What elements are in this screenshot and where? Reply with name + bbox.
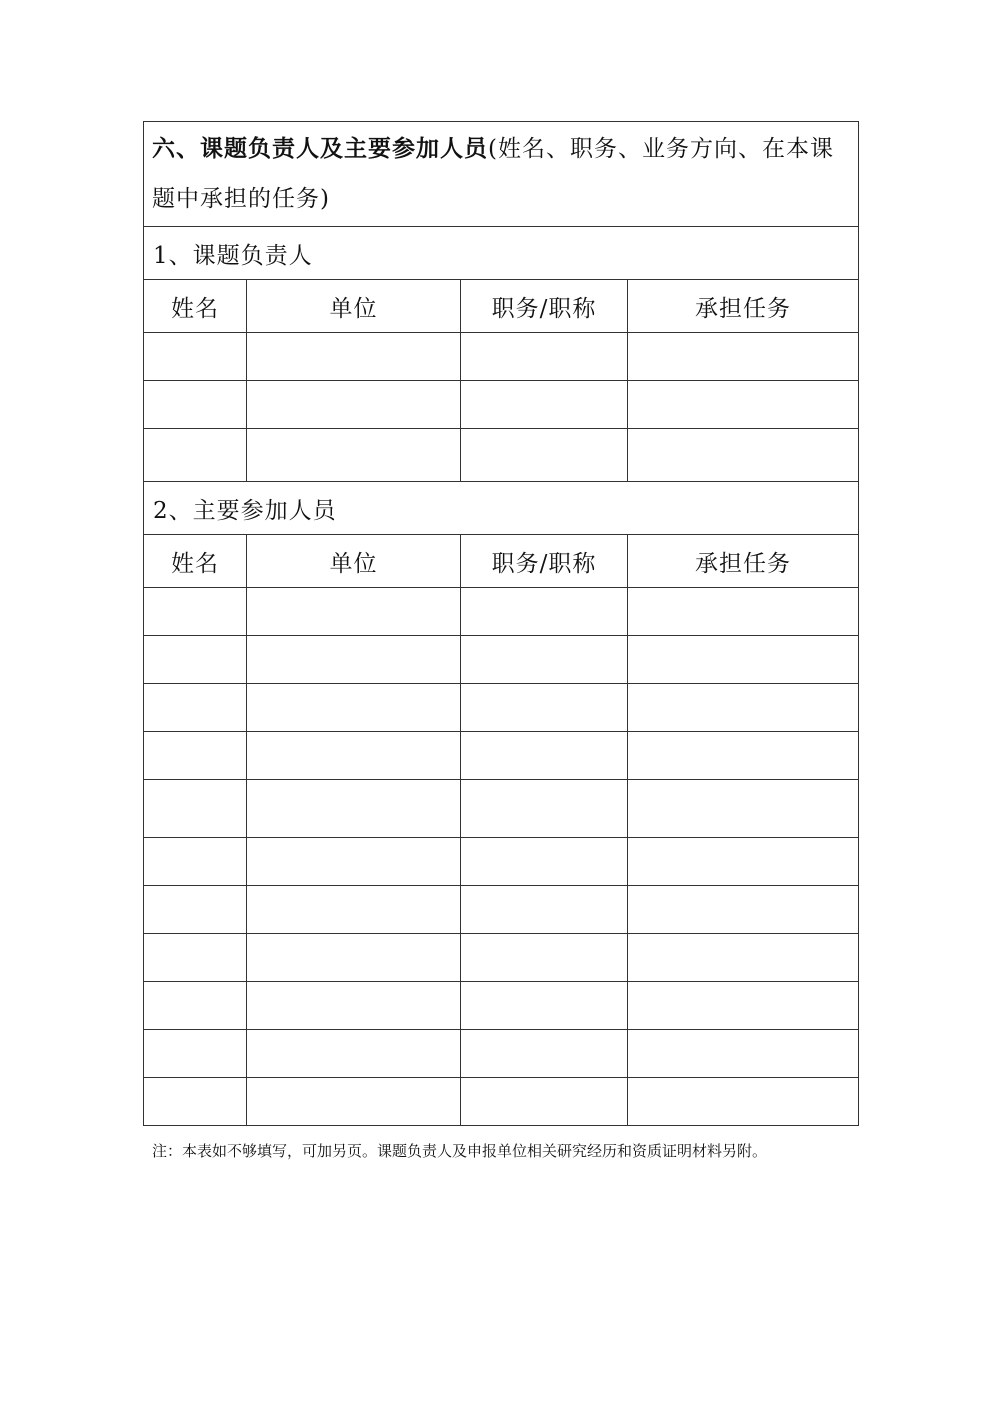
unit-cell[interactable] [247, 886, 461, 934]
member-row [144, 982, 859, 1030]
header-task: 承担任务 [628, 280, 859, 333]
task-cell[interactable] [628, 636, 859, 684]
title-cell[interactable] [461, 1078, 628, 1126]
task-cell[interactable] [628, 684, 859, 732]
unit-cell[interactable] [247, 838, 461, 886]
header-title: 职务/职称 [461, 280, 628, 333]
members-header-row [144, 535, 859, 588]
header-unit: 单位 [247, 535, 461, 588]
task-cell[interactable] [628, 886, 859, 934]
unit-cell[interactable] [247, 588, 461, 636]
name-cell[interactable] [144, 636, 247, 684]
task-cell[interactable] [628, 1030, 859, 1078]
name-cell[interactable] [144, 838, 247, 886]
title-cell[interactable] [461, 732, 628, 780]
members-subheading: 2、主要参加人员 [144, 482, 859, 535]
unit-cell[interactable] [247, 1030, 461, 1078]
title-cell[interactable] [461, 588, 628, 636]
name-cell[interactable] [144, 780, 247, 838]
name-cell[interactable] [144, 982, 247, 1030]
name-cell[interactable] [144, 1030, 247, 1078]
unit-cell[interactable] [247, 333, 461, 381]
header-task: 承担任务 [628, 535, 859, 588]
section-title [144, 122, 859, 227]
title-cell[interactable] [461, 838, 628, 886]
unit-cell[interactable] [247, 780, 461, 838]
title-cell[interactable] [461, 982, 628, 1030]
title-cell[interactable] [461, 684, 628, 732]
task-cell[interactable] [628, 982, 859, 1030]
name-cell[interactable] [144, 886, 247, 934]
member-row [144, 886, 859, 934]
unit-cell[interactable] [247, 381, 461, 429]
task-cell[interactable] [628, 333, 859, 381]
footnote: 注：本表如不够填写，可加另页。课题负责人及申报单位相关研究经历和资质证明材料另附。 [152, 1142, 768, 1160]
title-cell[interactable] [461, 780, 628, 838]
header-name: 姓名 [144, 280, 247, 333]
name-cell[interactable] [144, 934, 247, 982]
name-cell[interactable] [144, 381, 247, 429]
member-row [144, 1030, 859, 1078]
leader-row [144, 429, 859, 482]
leader-subheading: 1、课题负责人 [144, 227, 859, 280]
unit-cell[interactable] [247, 732, 461, 780]
header-unit: 单位 [247, 280, 461, 333]
unit-cell[interactable] [247, 684, 461, 732]
title-cell[interactable] [461, 333, 628, 381]
title-cell[interactable] [461, 636, 628, 684]
task-cell[interactable] [628, 588, 859, 636]
header-name: 姓名 [144, 535, 247, 588]
header-title: 职务/职称 [461, 535, 628, 588]
leader-row [144, 381, 859, 429]
personnel-form-table [143, 121, 859, 1126]
title-cell[interactable] [461, 1030, 628, 1078]
member-row [144, 588, 859, 636]
member-row [144, 934, 859, 982]
leader-row [144, 333, 859, 381]
task-cell[interactable] [628, 838, 859, 886]
member-row [144, 732, 859, 780]
unit-cell[interactable] [247, 429, 461, 482]
name-cell[interactable] [144, 1078, 247, 1126]
unit-cell[interactable] [247, 934, 461, 982]
section-heading-detail: (姓名、职务、业务方向、在本课题中承担的任务) [152, 136, 834, 212]
section-heading: 六、课题负责人及主要参加人员 [152, 135, 488, 162]
title-cell[interactable] [461, 934, 628, 982]
member-row [144, 636, 859, 684]
title-cell[interactable] [461, 381, 628, 429]
task-cell[interactable] [628, 934, 859, 982]
name-cell[interactable] [144, 732, 247, 780]
name-cell[interactable] [144, 333, 247, 381]
member-row [144, 684, 859, 732]
task-cell[interactable] [628, 429, 859, 482]
leader-header-row [144, 280, 859, 333]
name-cell[interactable] [144, 684, 247, 732]
name-cell[interactable] [144, 588, 247, 636]
member-row [144, 1078, 859, 1126]
task-cell[interactable] [628, 1078, 859, 1126]
task-cell[interactable] [628, 780, 859, 838]
unit-cell[interactable] [247, 982, 461, 1030]
title-cell[interactable] [461, 429, 628, 482]
title-cell[interactable] [461, 886, 628, 934]
unit-cell[interactable] [247, 1078, 461, 1126]
member-row [144, 780, 859, 838]
name-cell[interactable] [144, 429, 247, 482]
task-cell[interactable] [628, 381, 859, 429]
unit-cell[interactable] [247, 636, 461, 684]
member-row [144, 838, 859, 886]
task-cell[interactable] [628, 732, 859, 780]
